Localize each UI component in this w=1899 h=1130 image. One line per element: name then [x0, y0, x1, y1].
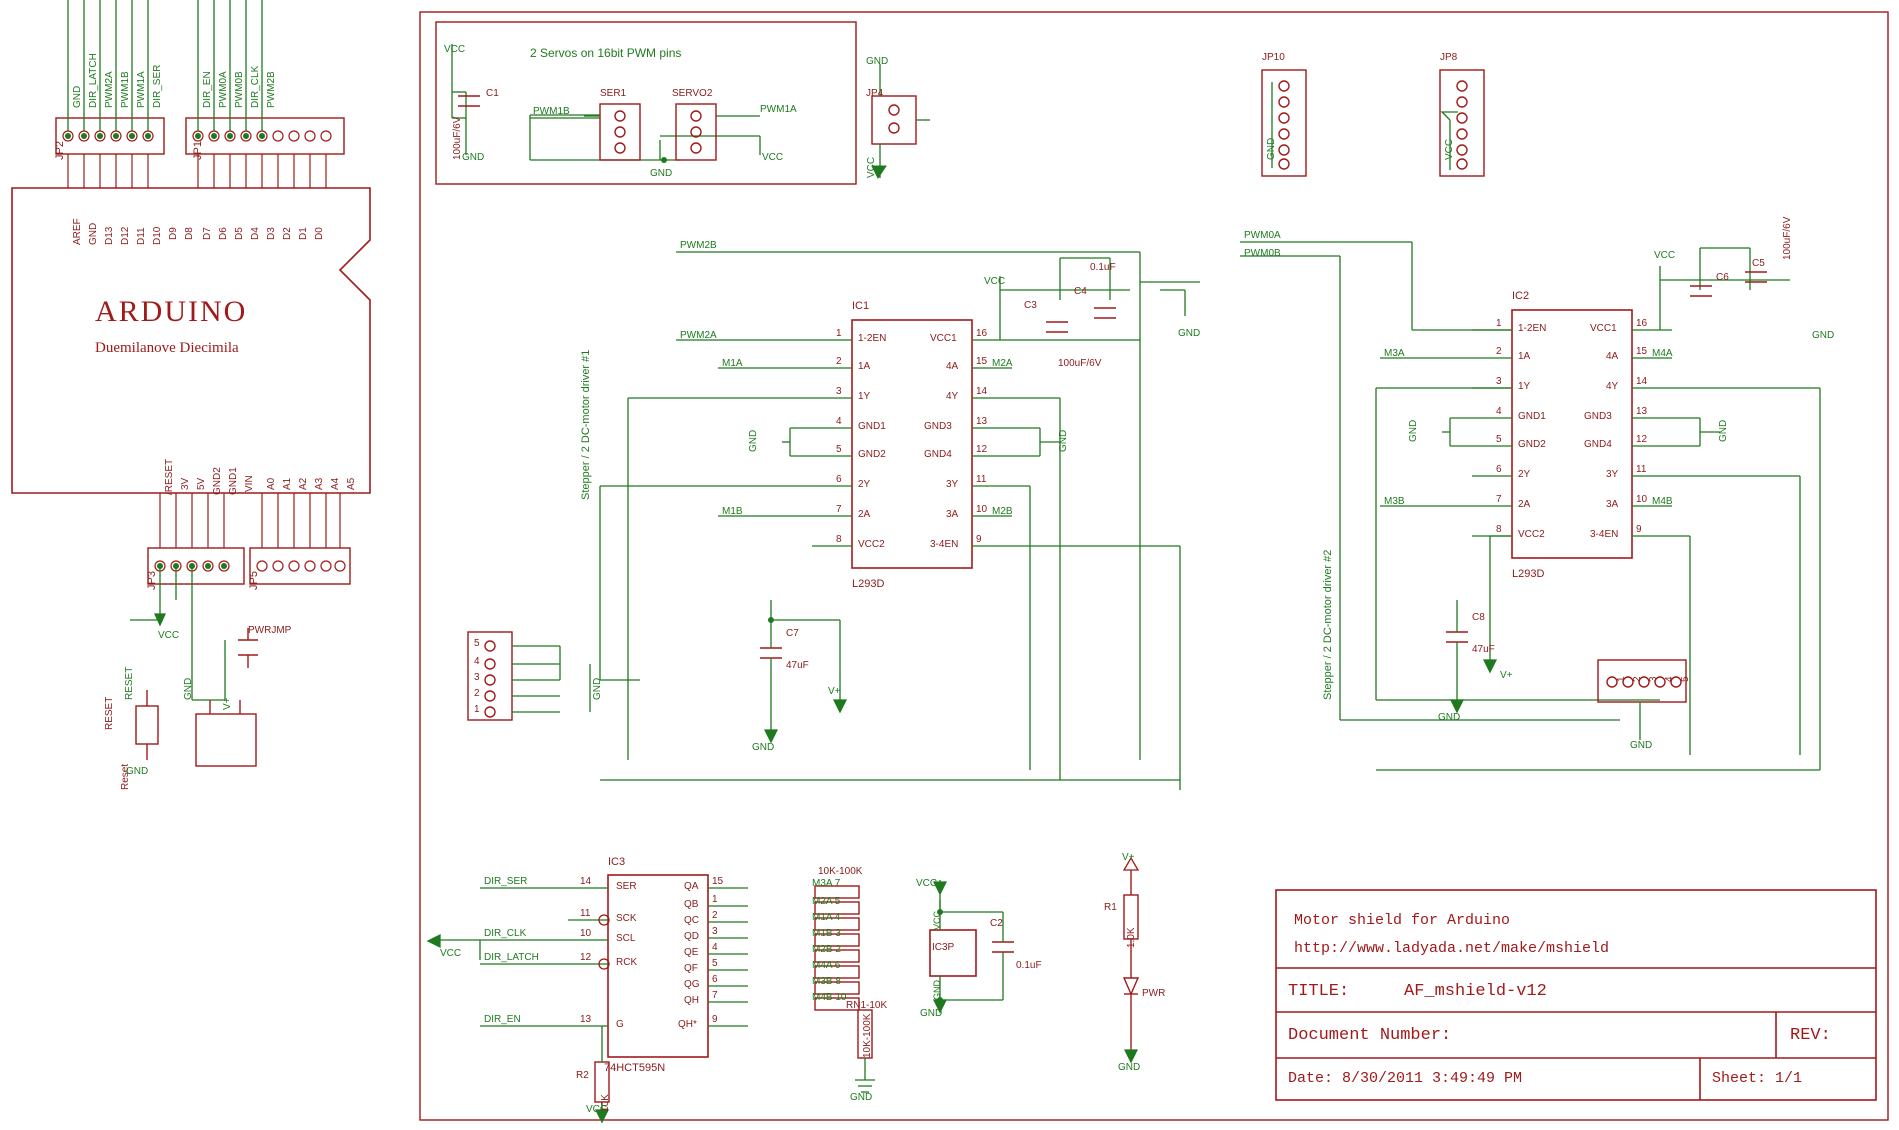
ic1-pin-16-num: 16 [976, 328, 988, 339]
net-gnd-ic2-left: GND [1408, 419, 1419, 442]
signal-pwm0a: PWM0A [218, 71, 229, 108]
arduino-pin-5v: 5V [196, 477, 207, 490]
ic1-pin-6-name: 2Y [858, 479, 871, 490]
ic1-pin-10-num: 10 [976, 504, 988, 515]
component-c1: C1 [486, 88, 499, 99]
docnum-label: Document Number: [1288, 1026, 1452, 1045]
ic2-pin-10-num: 10 [1636, 494, 1648, 505]
ic1-pin-5-name: GND2 [858, 449, 886, 460]
ic3-rn-value-top: 10K-100K [818, 866, 863, 877]
ic3-pin-qhstar: QH* [678, 1019, 697, 1030]
ic3-pin-qb: QB [684, 899, 699, 910]
ic1-pin-15-num: 15 [976, 356, 988, 367]
net-pwm1b-ser1: PWM1B [533, 106, 570, 117]
signal-dir-ser: DIR_SER [152, 64, 163, 108]
ic3-out-m1a: M1A 4 [812, 912, 841, 923]
ic3-pin-rck: RCK [616, 957, 638, 968]
net-m3a-ic2: M3A [1384, 348, 1405, 359]
component-r1: R1 [1104, 902, 1117, 913]
ic1-pin-4-name: GND1 [858, 421, 886, 432]
component-r2-value: 10K [600, 1094, 611, 1112]
component-c2: C2 [990, 918, 1003, 929]
ic2-pin-5-name: GND2 [1518, 439, 1546, 450]
ic1-pin-3-num: 3 [836, 386, 842, 397]
net-gnd-ic3p: GND [920, 1008, 943, 1019]
component-r1-value: 1.0K [1126, 927, 1137, 948]
ic1-pin-9-num: 9 [976, 534, 982, 545]
ic2-pin-13-name: GND3 [1584, 411, 1612, 422]
ic2-pin-5-num: 5 [1496, 434, 1502, 445]
component-c8-value: 47uF [1472, 644, 1495, 655]
arduino-pin-aref: AREF [72, 218, 83, 245]
arduino-pin-d1: D1 [298, 227, 309, 240]
net-dir-ser: DIR_SER [484, 876, 528, 887]
ic1-pin-2-name: 1A [858, 361, 871, 372]
net-gnd-c5: GND [1812, 330, 1835, 341]
ic2-pin-4-name: GND1 [1518, 411, 1546, 422]
net-vcc-ic2: VCC [1654, 250, 1676, 261]
net-gnd-conn1: GND [592, 677, 603, 700]
arduino-pin-a2: A2 [298, 477, 309, 490]
ic1-pin-16-name: VCC1 [930, 333, 957, 344]
net-gnd-ic1-left: GND [748, 429, 759, 452]
arduino-pin-gnd: GND [88, 222, 99, 245]
arduino-pin-d13: D13 [104, 226, 115, 245]
ic1-pin-12-name: GND4 [924, 449, 952, 460]
arduino-pin-reset: /RESET [164, 458, 175, 495]
arduino-pin-d2: D2 [282, 227, 293, 240]
signal-gnd: GND [72, 85, 83, 108]
net-gnd-led: GND [1118, 1062, 1141, 1073]
ic2-pin-9-num: 9 [1636, 524, 1642, 535]
ic2-pin-8-num: 8 [1496, 524, 1502, 535]
ic1-ref: IC1 [852, 300, 870, 312]
arduino-pin-d3: D3 [266, 227, 277, 240]
ic2-pin-12-name: GND4 [1584, 439, 1612, 450]
ic2-pin-11-num: 11 [1636, 464, 1647, 475]
component-c8: C8 [1472, 612, 1485, 623]
net-gnd-ser1: GND [650, 168, 673, 179]
ic3-pin-qf: QF [684, 963, 698, 974]
ic2-pin-3-name: 1Y [1518, 381, 1531, 392]
ic2-pin-8-name: VCC2 [1518, 529, 1545, 540]
ic3-pin-qh: QH [684, 995, 699, 1006]
arduino-pin-d0: D0 [314, 227, 325, 240]
conn2-pin3: 3 [1648, 676, 1659, 682]
net-gnd-jp10: GND [1266, 137, 1277, 160]
signal-pwm1a: PWM1A [136, 71, 147, 108]
component-ic3p: IC3P [932, 942, 955, 953]
ic3-pin-qe: QE [684, 947, 699, 958]
ic1-pin-3-name: 1Y [858, 391, 871, 402]
ic3-pin-g: G [616, 1019, 624, 1030]
net-m3b-ic2: M3B [1384, 496, 1405, 507]
net-gnd-ic2-right: GND [1718, 419, 1729, 442]
conn2-pin4: 4 [1664, 676, 1675, 682]
ic3-pin-ser: SER [616, 881, 637, 892]
ic3-pin-scl: SCL [616, 933, 636, 944]
ic3-pin-g-num: 13 [580, 1014, 592, 1025]
ic1-pin-13-num: 13 [976, 416, 988, 427]
component-c1-value: 100uF/6V [452, 116, 463, 160]
ic1-pin-11-num: 11 [976, 474, 987, 485]
arduino-title: ARDUINO [95, 295, 248, 328]
net-gnd-jp4: GND [866, 56, 889, 67]
net-vcc-ic3p-pin16: VCC [932, 910, 942, 930]
sheet-label: Sheet: 1/1 [1712, 1070, 1803, 1087]
ic1-value: L293D [852, 578, 885, 590]
ic1-pin-14-num: 14 [976, 386, 988, 397]
net-m2b-ic1: M2B [992, 506, 1013, 517]
connector-jp5-label[interactable]: JP5 [248, 571, 260, 590]
component-c3-value: 100uF/6V [1058, 358, 1102, 369]
net-pwm2b-ic1: PWM2B [680, 240, 717, 251]
ic2-pin-16-num: 16 [1636, 318, 1648, 329]
component-c3: C3 [1024, 300, 1037, 311]
ic3-pin-qd-num: 3 [712, 926, 718, 937]
net-pwm2a-ic1: PWM2A [680, 330, 717, 341]
ic3-pin-qf-num: 5 [712, 958, 718, 969]
arduino-pin-gnd1: GND1 [228, 467, 239, 495]
net-gnd-ic3p-pin8: GND [932, 980, 942, 1000]
signal-pwm1b: PWM1B [120, 71, 131, 108]
ic3-rn-value-side: 10K-100K [862, 1013, 873, 1058]
reset-switch-label[interactable]: RESET [104, 696, 115, 730]
ic2-pin-9-name: 3-4EN [1590, 529, 1619, 540]
ic2-pin-15-num: 15 [1636, 346, 1648, 357]
ic3-out-m2b: M2B 2 [812, 944, 841, 955]
ic1-pin-8-num: 8 [836, 534, 842, 545]
arduino-pin-d7: D7 [202, 227, 213, 240]
ic3-pin-qhstar-num: 9 [712, 1014, 718, 1025]
ic2-pin-13-num: 13 [1636, 406, 1648, 417]
net-dir-en: DIR_EN [484, 1014, 521, 1025]
signal-dir-latch: DIR_LATCH [88, 53, 99, 108]
component-c4: C4 [1074, 286, 1087, 297]
net-vcc-ic3: VCC [440, 948, 462, 959]
arduino-pin-d9: D9 [168, 227, 179, 240]
connector-jp4-label[interactable]: JP4 [866, 88, 884, 99]
arduino-pin-d8: D8 [184, 227, 195, 240]
net-m1a-ic1: M1A [722, 358, 743, 369]
ic3-out-m3b: M3B 8 [812, 976, 841, 987]
component-c7: C7 [786, 628, 799, 639]
ic3-pin-ser-num: 14 [580, 876, 592, 887]
conn1-pin2: 2 [474, 688, 480, 699]
ic1-pin-12-num: 12 [976, 444, 988, 455]
ic3-out-m4b: M4B 10 [812, 992, 847, 1003]
net-gnd-ic1-right: GND [1058, 429, 1069, 452]
ic3-pin-sck-num: 11 [580, 908, 591, 919]
ic3-pin-qd: QD [684, 931, 699, 942]
conn2-pin5: 5 [1680, 676, 1691, 682]
net-gnd-reset: GND [126, 766, 149, 777]
net-vplus-led: V+ [1122, 852, 1135, 863]
connector-jp3-label[interactable]: JP3 [146, 571, 158, 590]
ic3-rn-ref: RN1-10K [846, 1000, 888, 1011]
arduino-pin-gnd2: GND2 [212, 467, 223, 495]
ic1-pin-5-num: 5 [836, 444, 842, 455]
ic2-pin-6-num: 6 [1496, 464, 1502, 475]
ic3-pin-qc-num: 2 [712, 910, 718, 921]
component-c7-value: 47uF [786, 660, 809, 671]
net-pwm0b-ic2: PWM0B [1244, 248, 1281, 259]
ic1-pin-7-num: 7 [836, 504, 842, 515]
net-pwr-led: PWR [1142, 988, 1166, 999]
ic1-pin-8-name: VCC2 [858, 539, 885, 550]
net-gnd-c8: GND [1438, 712, 1461, 723]
net-m1b-ic1: M1B [722, 506, 743, 517]
net-gnd-c3: GND [1178, 328, 1201, 339]
net-vplus-pwrjmp: V+ [222, 697, 233, 710]
net-vcc-jp3: VCC [158, 630, 180, 641]
net-vcc-ic3p: VCC [916, 878, 938, 889]
ic1-pin-2-num: 2 [836, 356, 842, 367]
date-label: Date: 8/30/2011 3:49:49 PM [1288, 1070, 1523, 1087]
arduino-pin-d11: D11 [136, 227, 147, 245]
ic3-pin-qb-num: 1 [712, 894, 718, 905]
arduino-pin-a3: A3 [314, 477, 325, 490]
arduino-pin-vin: VIN [244, 475, 255, 492]
ic1-pin-7-name: 2A [858, 509, 871, 520]
reset-ref-label: Reset [120, 763, 131, 790]
net-vcc-jp8: VCC [1444, 138, 1455, 160]
component-c5: C5 [1752, 258, 1765, 269]
ic1-pin-9-name: 3-4EN [930, 539, 959, 550]
ic2-pin-2-name: 1A [1518, 351, 1531, 362]
ic3-ref: IC3 [608, 856, 626, 868]
arduino-pin-d5: D5 [234, 227, 245, 240]
ic2-pin-14-num: 14 [1636, 376, 1648, 387]
net-gnd-rn: GND [850, 1092, 873, 1103]
arduino-pin-a4: A4 [330, 477, 341, 490]
ic2-ref: IC2 [1512, 290, 1530, 302]
ic1-pin-6-num: 6 [836, 474, 842, 485]
ic3-pin-qa-num: 15 [712, 876, 724, 887]
ic2-pin-11-name: 3Y [1606, 469, 1619, 480]
arduino-pin-d4: D4 [250, 227, 261, 240]
conn1-pin4: 4 [474, 656, 480, 667]
net-vcc-ic1: VCC [984, 276, 1006, 287]
net-gnd-jp3: GND [183, 677, 194, 700]
net-m4a-ic2: M4A [1652, 348, 1673, 359]
arduino-pin-d12: D12 [120, 226, 131, 245]
project-line2: http://www.ladyada.net/make/mshield [1294, 940, 1610, 957]
servo-note: 2 Servos on 16bit PWM pins [530, 46, 682, 60]
ic2-pin-7-name: 2A [1518, 499, 1531, 510]
signal-pwm2b: PWM2B [266, 71, 277, 108]
arduino-subtitle: Duemilanove Diecimila [95, 340, 239, 356]
ic1-pin-1-num: 1 [836, 328, 842, 339]
net-dir-latch: DIR_LATCH [484, 952, 539, 963]
ic2-pin-1-name: 1-2EN [1518, 323, 1547, 334]
ic2-pin-1-num: 1 [1496, 318, 1502, 329]
signal-pwm2a: PWM2A [104, 71, 115, 108]
component-c6: C6 [1716, 272, 1729, 283]
conn2-pin2: 2 [1632, 676, 1643, 682]
connector-jp2-label[interactable]: JP2 [54, 141, 66, 160]
ic2-pin-3-num: 3 [1496, 376, 1502, 387]
net-vcc-jp4: VCC [866, 156, 877, 178]
ic3-pin-rck-num: 12 [580, 952, 592, 963]
rev-label: REV: [1790, 1026, 1831, 1045]
net-vcc-r2: VCC [586, 1104, 608, 1115]
component-c2-value: 0.1uF [1016, 960, 1042, 971]
ic2-pin-4-num: 4 [1496, 406, 1502, 417]
ic1-pin-15-name: 4A [946, 361, 959, 372]
net-m2a-ic1: M2A [992, 358, 1013, 369]
ic3-value: 74HCT595N [604, 1062, 666, 1074]
net-vcc-servo2: VCC [762, 152, 784, 163]
net-gnd-c1: GND [462, 152, 485, 163]
arduino-pin-a5: A5 [346, 477, 357, 490]
ic3-pin-qg: QG [684, 979, 700, 990]
conn1-pin1: 1 [474, 704, 480, 715]
ic3-pin-qe-num: 4 [712, 942, 718, 953]
conn1-pin5: 5 [474, 638, 480, 649]
ic1-pin-11-name: 3Y [946, 479, 959, 490]
ic1-pin-14-name: 4Y [946, 391, 959, 402]
signal-dir-clk: DIR_CLK [250, 65, 261, 108]
arduino-pin-d6: D6 [218, 227, 229, 240]
net-gnd-conn2: GND [1630, 740, 1653, 751]
ic1-pin-10-name: 3A [946, 509, 959, 520]
ic2-pin-16-name: VCC1 [1590, 323, 1617, 334]
title-value: AF_mshield-v12 [1404, 982, 1547, 1001]
net-reset-label: RESET [124, 666, 135, 700]
component-c4-value: 0.1uF [1090, 262, 1116, 273]
conn2-pin1: 1 [1616, 676, 1627, 682]
ic3-pin-qa: QA [684, 881, 699, 892]
ic3-pin-qc: QC [684, 915, 699, 926]
ic2-pin-6-name: 2Y [1518, 469, 1531, 480]
connector-jp10-label[interactable]: JP10 [1262, 52, 1285, 63]
connector-ser1-label[interactable]: SER1 [600, 88, 627, 99]
driver1-note: Stepper / 2 DC-motor driver #1 [580, 349, 592, 500]
net-gnd-c7: GND [752, 742, 775, 753]
conn1-pin3: 3 [474, 672, 480, 683]
ic2-pin-12-num: 12 [1636, 434, 1648, 445]
ic3-pin-qg-num: 6 [712, 974, 718, 985]
net-pwm0a-ic2: PWM0A [1244, 230, 1281, 241]
net-pwm1a-servo2: PWM1A [760, 104, 797, 115]
arduino-pin-d10: D10 [152, 226, 163, 245]
ic2-pin-15-name: 4A [1606, 351, 1619, 362]
ic1-pin-4-num: 4 [836, 416, 842, 427]
connector-jp1-label[interactable]: JP1 [192, 141, 204, 160]
title-label: TITLE: [1288, 982, 1350, 1001]
ic2-value: L293D [1512, 568, 1545, 580]
component-c5-value: 100uF/6V [1782, 216, 1793, 260]
ic1-pin-13-name: GND3 [924, 421, 952, 432]
ic2-pin-14-name: 4Y [1606, 381, 1619, 392]
signal-dir-en: DIR_EN [202, 71, 213, 108]
ic1-pin-1-name: 1-2EN [858, 333, 887, 344]
arduino-pin-a1: A1 [282, 477, 293, 490]
ic3-out-m4a: M4A 6 [812, 960, 841, 971]
ic3-pin-scl-num: 10 [580, 928, 592, 939]
driver2-note: Stepper / 2 DC-motor driver #2 [1322, 549, 1334, 700]
connector-servo2-label[interactable]: SERVO2 [672, 88, 713, 99]
ic3-out-m1b: M1B 3 [812, 928, 841, 939]
arduino-pin-a0: A0 [266, 477, 277, 490]
component-r2: R2 [576, 1070, 589, 1081]
ic3-pin-qh-num: 7 [712, 990, 718, 1001]
ic2-pin-2-num: 2 [1496, 346, 1502, 357]
pwrjmp-label[interactable]: PWRJMP [248, 625, 292, 636]
connector-jp8-label[interactable]: JP8 [1440, 52, 1458, 63]
arduino-pin-3v: 3V [180, 477, 191, 490]
ic3-pin-sck: SCK [616, 913, 637, 924]
ic2-pin-7-num: 7 [1496, 494, 1502, 505]
ic2-pin-10-name: 3A [1606, 499, 1619, 510]
net-vplus-c7: V+ [828, 686, 841, 697]
signal-pwm0b: PWM0B [234, 71, 245, 108]
net-vcc-c1: VCC [444, 44, 466, 55]
net-dir-clk: DIR_CLK [484, 928, 527, 939]
project-line1: Motor shield for Arduino [1294, 912, 1511, 929]
ic3-out-m3a: M3A 7 [812, 878, 841, 889]
net-vplus-c8: V+ [1500, 670, 1513, 681]
net-m4b-ic2: M4B [1652, 496, 1673, 507]
ic3-out-m2a: M2A 5 [812, 896, 841, 907]
